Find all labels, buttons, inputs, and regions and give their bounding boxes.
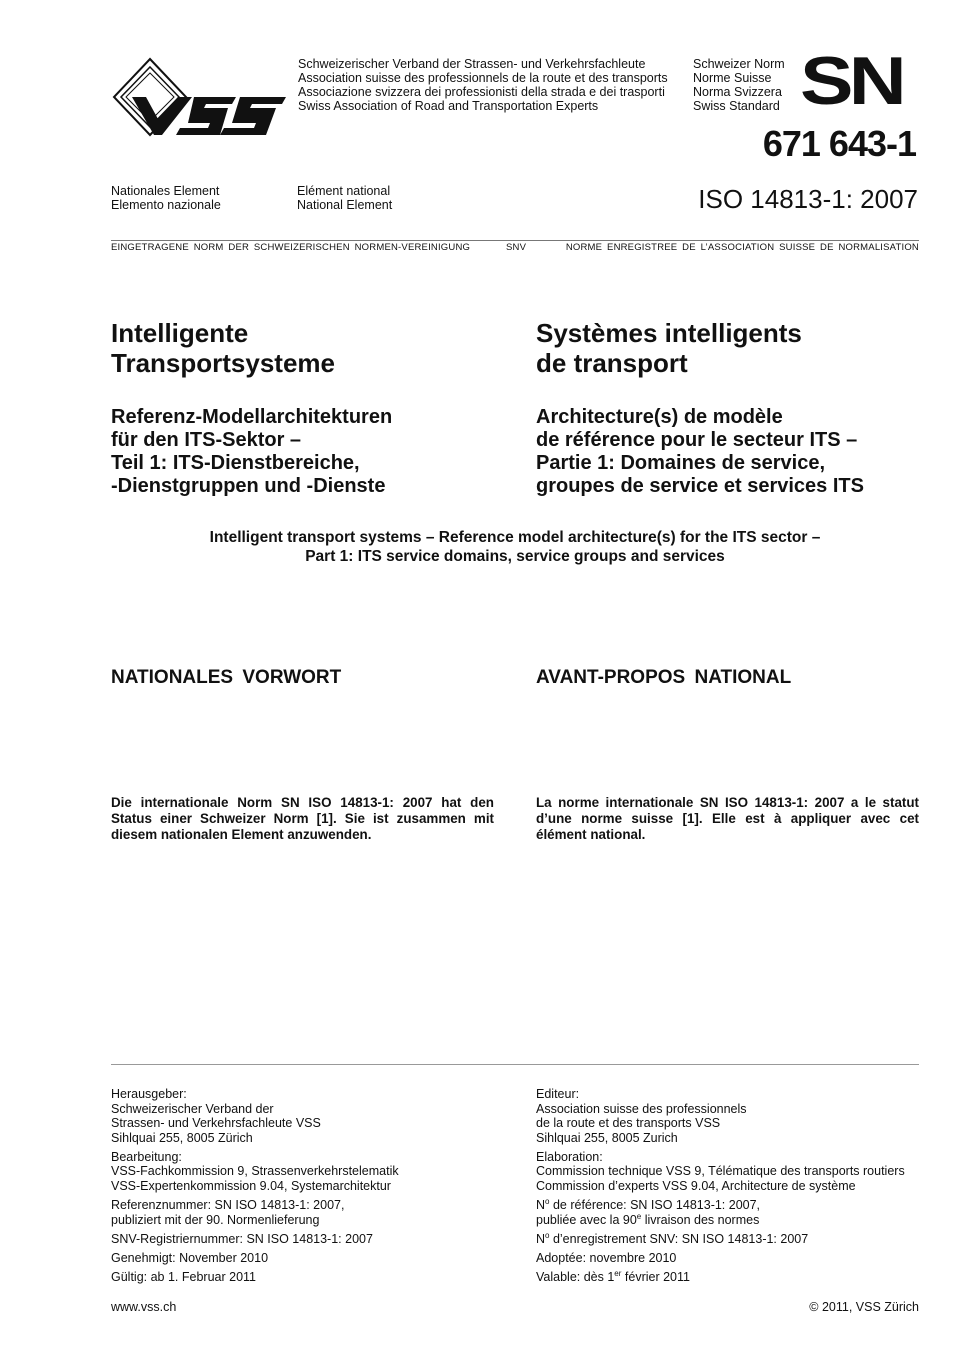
element-line: National Element	[297, 198, 393, 212]
registration-left: EINGETRAGENE NORM DER SCHWEIZERISCHEN NORMEN-VEREINIGUNG	[111, 242, 471, 253]
publisher-line: Sihlquai 255, 8005 Zurich	[536, 1130, 678, 1145]
reference-line: publiziert mit der 90. Normenlieferung	[111, 1212, 320, 1227]
copyright: © 2011, VSS Zürich	[809, 1300, 919, 1314]
reference-line: publiée avec la 90e livraison des normes	[536, 1211, 760, 1227]
publisher-line: de la route et des transports VSS	[536, 1116, 721, 1131]
editing-line: Commission technique VSS 9, Télématique des transports routiers	[536, 1164, 905, 1179]
org-line: Schweizerischer Verband der Strassen- und Verkehrsfachleute	[298, 57, 646, 71]
publisher-line: Association suisse des professionnels	[536, 1101, 747, 1116]
norm-type-line: Schweizer Norm	[693, 57, 785, 71]
organization-names	[298, 57, 668, 113]
valid-date: Gültig: ab 1. Februar 2011	[111, 1270, 256, 1285]
header-divider	[111, 240, 919, 241]
title-en-line: Intelligent transport systems – Reference model architecture(s) for the ITS sector –	[209, 529, 821, 546]
subtitle-line: groupes de service et services ITS	[536, 475, 864, 497]
title-fr-sub	[536, 406, 864, 498]
valid-date: Valable: dès 1er février 2011	[536, 1269, 690, 1285]
publisher-label: Editeur:	[536, 1087, 580, 1101]
editing-label: Bearbeitung:	[111, 1149, 182, 1164]
foreword-heading-fr: AVANT-PROPOS NATIONAL	[536, 667, 792, 688]
subtitle-line: Referenz-Modellarchitekturen	[111, 406, 393, 428]
footer-divider	[111, 1064, 919, 1065]
snv-registration: SNV-Registriernummer: SN ISO 14813-1: 2007	[111, 1231, 373, 1246]
norm-type-line: Norma Svizzera	[693, 85, 782, 99]
norm-type-line: Norme Suisse	[693, 71, 772, 85]
editing-line: Commission d’experts VSS 9.04, Architecture de système	[536, 1179, 856, 1194]
website-link[interactable]: www.vss.ch	[111, 1300, 177, 1314]
approved-date: Genehmigt: November 2010	[111, 1250, 269, 1265]
subtitle-line: Teil 1: ITS-Dienstbereiche,	[111, 452, 360, 474]
title-line: Intelligente	[111, 318, 249, 348]
publisher-label: Herausgeber:	[111, 1087, 187, 1101]
sn-logo: SN	[800, 43, 903, 119]
subtitle-line: Architecture(s) de modèle	[536, 406, 783, 428]
org-line: Associazione svizzera dei professionisti della strada e dei trasporti	[298, 85, 665, 99]
publisher-line: Sihlquai 255, 8005 Zürich	[111, 1130, 253, 1145]
title-de-main	[111, 318, 335, 378]
reference-line: $N^o$ de référence: SN ISO 14813-1: 2007,	[536, 1197, 761, 1213]
org-line: Association suisse des professionnels de la route et des transports	[298, 71, 668, 85]
org-line: Swiss Association of Road and Transportation Experts	[298, 99, 599, 113]
subtitle-line: -Dienstgruppen und -Dienste	[111, 475, 386, 497]
element-line: Elemento nazionale	[111, 198, 221, 212]
title-line: Transportsysteme	[111, 348, 335, 378]
element-label-left	[111, 184, 221, 212]
element-label-right	[297, 184, 392, 212]
norm-type	[693, 57, 785, 113]
editing-line: VSS-Fachkommission 9, Strassenverkehrstelematik	[111, 1164, 399, 1179]
subtitle-line: Partie 1: Domaines de service,	[536, 452, 826, 474]
norm-type-line: Swiss Standard	[693, 99, 780, 113]
title-line: de transport	[536, 348, 688, 378]
editing-line: VSS-Expertenkommission 9.04, Systemarchitektur	[111, 1179, 391, 1194]
subtitle-line: de référence pour le secteur ITS –	[536, 429, 858, 451]
subtitle-line: für den ITS-Sektor –	[111, 429, 302, 451]
norm-number: 671 643-1	[762, 123, 916, 164]
title-line: Systèmes intelligents	[536, 318, 802, 348]
vss-logo-icon	[110, 57, 290, 139]
approved-date: Adoptée: novembre 2010	[536, 1250, 677, 1265]
footer-de	[111, 1087, 521, 1289]
foreword-text-de: Die internationale Norm SN ISO 14813-1: 2007 hat den Status einer Schweizer Norm [1]. Sie ist zusammen mit diesem nationalen Element anzuwenden.	[111, 795, 494, 842]
snv-registration: $N^o$ d’enregistrement SNV: SN ISO 14813-1: 2007	[536, 1230, 809, 1246]
element-line: Nationales Element	[111, 184, 220, 198]
title-de-sub	[111, 406, 392, 498]
title-fr-main	[536, 318, 802, 378]
element-line: Elément national	[297, 184, 391, 198]
reference-line: Referenznummer: SN ISO 14813-1: 2007,	[111, 1198, 345, 1213]
footer-fr	[536, 1087, 926, 1289]
publisher-line: Strassen- und Verkehrsfachleute VSS	[111, 1116, 321, 1131]
publisher-line: Schweizerischer Verband der	[111, 1101, 274, 1116]
title-en-line: Part 1: ITS service domains, service groups and services	[305, 548, 725, 565]
registration-right: NORME ENREGISTREE DE L’ASSOCIATION SUISSE DE NORMALISATION	[565, 242, 919, 253]
iso-number: ISO 14813-1: 2007	[698, 184, 918, 214]
foreword-text-fr: La norme internationale SN ISO 14813-1: 2007 a le statut d’une norme suisse [1]. Elle est à appliquer avec cet élément national.	[536, 795, 919, 842]
title-en	[90, 528, 940, 566]
editing-label: Elaboration:	[536, 1149, 603, 1164]
foreword-heading-de: NATIONALES VORWORT	[111, 667, 342, 688]
registration-center: SNV	[506, 242, 527, 253]
